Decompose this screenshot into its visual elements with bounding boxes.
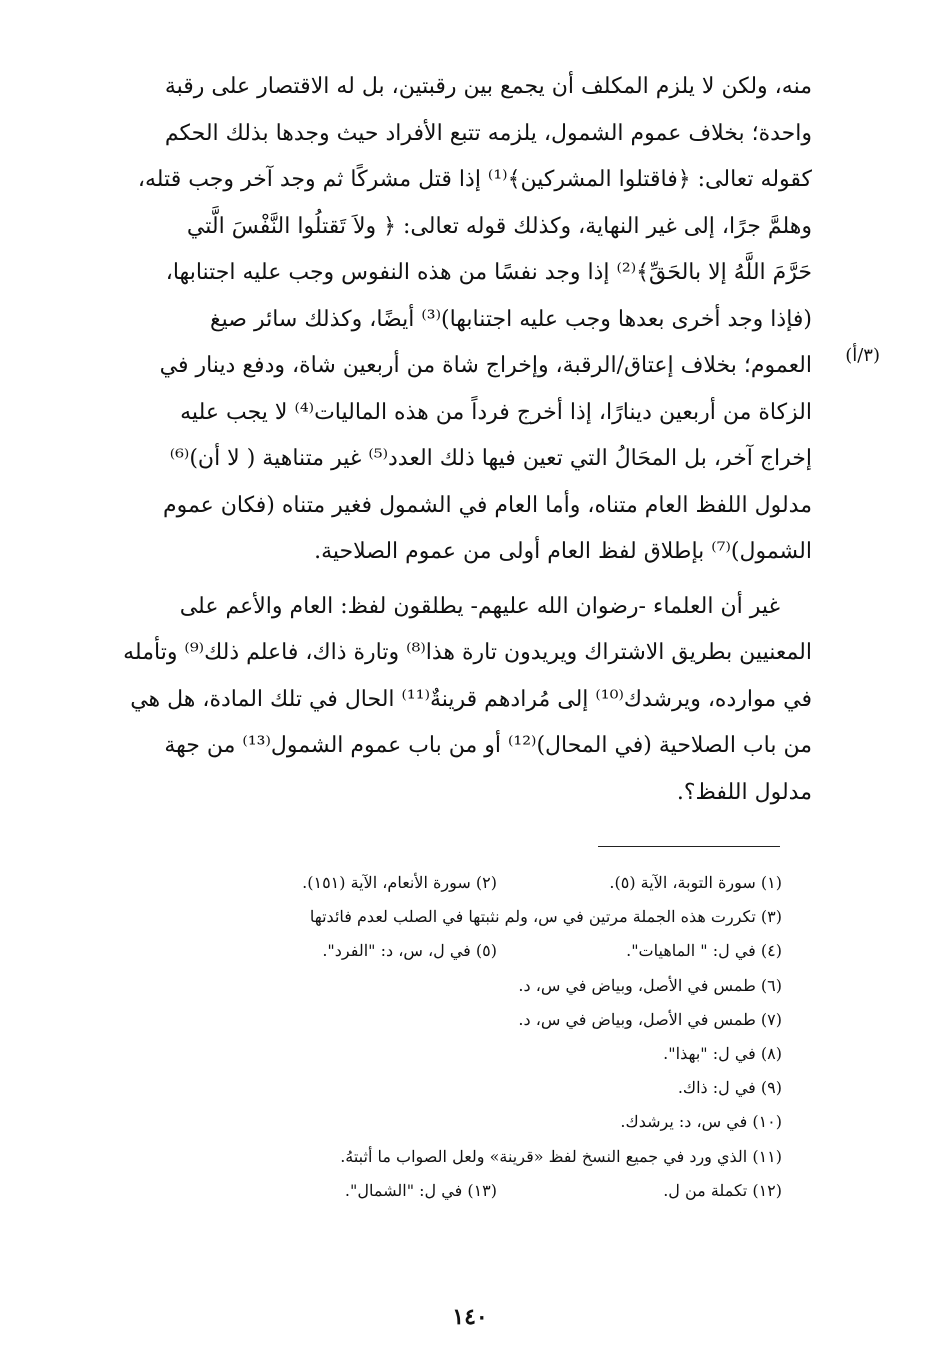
footnote-separator	[598, 846, 780, 847]
footnote-row	[160, 1071, 782, 1105]
main-text	[82, 64, 812, 816]
text-line: (فإذا وجد أخرى بعدها وجب عليه اجتنابها)⁽³⁾ أيضًا، وكذلك سائر صيغ	[209, 306, 812, 332]
text-line: وهلمَّ جرًا، إلى غير النهاية، وكذلك قوله تعالى: ﴿ ولاَ تَقتلُوا النَّفْسَ الَّتي	[186, 213, 812, 239]
footnote: (٨) في ل: "بهذا".	[663, 1044, 782, 1064]
text-line: من باب الصلاحية (في المحال)⁽¹²⁾ أو من باب عموم الشمول⁽¹³⁾ من جهة	[164, 733, 812, 758]
page-number: ١٤٠	[452, 1304, 488, 1330]
footnote-row	[160, 1140, 782, 1174]
footnote: (١١) الذي ورد في جميع النسخ لفظ «قرينة» ولعل الصواب ما أثبتهُ.	[340, 1146, 782, 1166]
footnote: (٣) تكررت هذه الجملة مرتين في س، ولم نثبتها في الصلب لعدم فائدتها	[309, 907, 782, 927]
text-line: الشمول)⁽⁷⁾ بإطلاق لفظ العام أولى من عموم الصلاحية.	[314, 539, 812, 564]
text-line: المعنيين بطريق الاشتراك ويريدون تارة هذا⁽⁸⁾ وتارة ذاك، فاعلم ذلك⁽⁹⁾ وتأمله	[123, 640, 812, 665]
text-line: العموم؛ بخلاف إعتاق/الرقبة، وإخراج شاة من أربعين شاة، ودفع دينار في	[159, 353, 812, 378]
text-line: غير أن العلماء -رضوان الله عليهم- يطلقون لفظ: العام والأعم على	[179, 593, 780, 619]
text-line: الزكاة من أربعين دينارًا، إذا أخرج فرداً من هذه الماليات⁽⁴⁾ لا يجب عليه	[180, 399, 812, 425]
text-line: في موارده، ويرشدك⁽¹⁰⁾ إلى مُرادهم قرينةٌ⁽¹¹⁾ الحال في تلك المادة، هل هي	[130, 686, 812, 712]
footnote: (١٣) في ل: "الشمال".	[344, 1180, 497, 1200]
paragraph-gap	[82, 576, 812, 584]
text-line: حَرَّمَ اللَّهُ إلا بالحَقِّ﴾⁽²⁾ إذا وجد نفسًا من هذه النفوس وجب عليه اجتنابها،	[165, 260, 812, 285]
footnote-row	[160, 969, 782, 1003]
footnote: (٧) طمس في الأصل، وبياض في س، د.	[518, 1009, 782, 1029]
footnote-row	[160, 1174, 782, 1208]
footnote: (٢) سورة الأنعام، الآية (١٥١).	[302, 873, 497, 892]
footnote: (١) سورة التوبة، الآية (٥).	[609, 873, 782, 892]
footnote: (٤) في ل: " الماهيات".	[626, 941, 782, 961]
text-line: مدلول اللفظ العام متناه، وأما العام في الشمول فغير متناه (فكان عموم	[162, 492, 812, 518]
footnote-row	[160, 1037, 782, 1071]
footnote-row	[160, 866, 782, 900]
text-line: مدلول اللفظ؟.	[676, 779, 812, 805]
footnote: (٦) طمس في الأصل، وبياض في س، د.	[518, 975, 782, 995]
footnote-row	[160, 900, 782, 934]
footnote-row	[160, 934, 782, 968]
text-line: منه، ولكن لا يلزم المكلف أن يجمع بين رقبتين، بل له الاقتصار على رقبة	[164, 74, 812, 99]
footnote: (٩) في ل: ذاك.	[677, 1078, 782, 1098]
text-line: كقوله تعالى: ﴿فاقتلوا المشركين﴾⁽¹⁾ إذا قتل مشركًا ثم وجد آخر وجب قتله،	[137, 167, 812, 192]
text-line: إخراج آخر، بل المحَالُ التي تعين فيها ذلك العدد⁽⁵⁾ غير متناهية ( لا أن)⁽⁶⁾	[169, 446, 812, 471]
footnote: (٥) في ل، س، د: "الفرد".	[322, 941, 497, 961]
manuscript-folio-marker: (٣/أ)	[845, 345, 880, 366]
footnote-row	[160, 1105, 782, 1139]
footnote: (١٢) تكملة من ل.	[663, 1180, 782, 1200]
text-line: واحدة؛ بخلاف عموم الشمول، يلزمه تتبع الأفراد حيث وجدها بذلك الحكم	[164, 120, 812, 146]
footnotes	[160, 866, 782, 1208]
footnote-row	[160, 1003, 782, 1037]
footnote: (١٠) في س، د: يرشدك.	[620, 1112, 782, 1132]
